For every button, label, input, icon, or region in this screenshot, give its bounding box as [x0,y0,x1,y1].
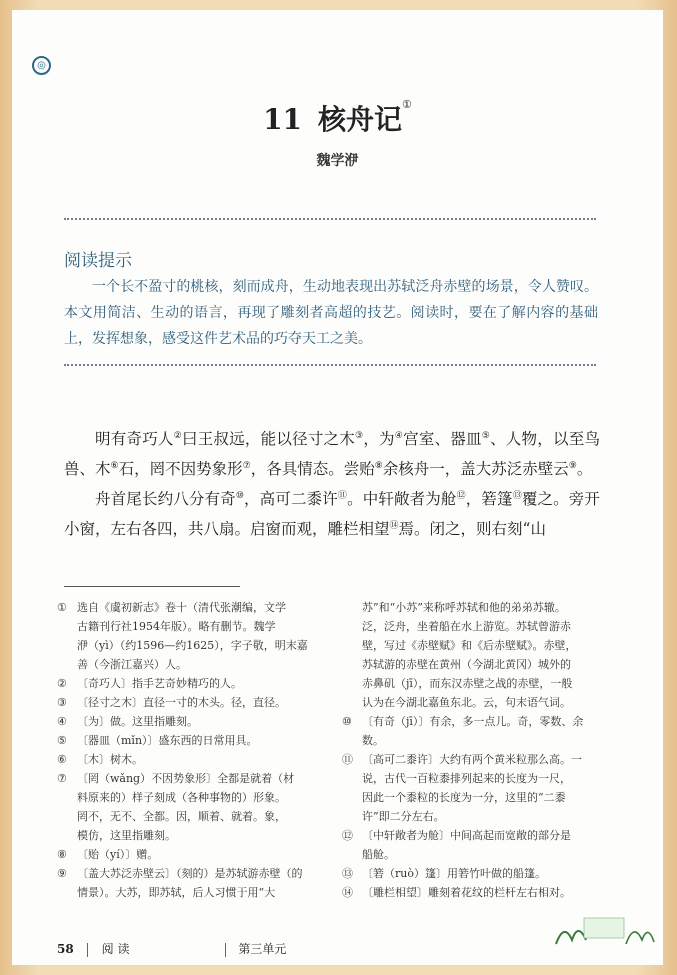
textbook-page [12,10,663,965]
text-run: 明有奇巧人 [95,430,174,449]
footnote-marker: ⑥ [110,461,119,472]
footnote-marker: ⑩ [235,491,245,502]
footnote-text: 古籍刊行社1954年版）。略有删节。魏学 [77,620,276,633]
footnote-text: 善（今浙江嘉兴）人。 [77,658,187,671]
footnote-text: 〔木〕树木。 [77,753,143,766]
audio-badge-icon[interactable]: ◎ [32,56,51,75]
footnote-line [57,883,327,902]
chapter-number: 11 [263,103,303,136]
footnote-marker: ④ [394,431,404,441]
title-footnote-marker: ① [402,98,412,111]
footnote-text: 〔箬（ruò）篷〕用箬竹叶做的船篷。 [362,867,546,880]
footnote-number: ⑫ [342,829,353,842]
footnote-text: 〔雕栏相望〕雕刻着花纹的栏杆左右相对。 [362,886,571,899]
footnote-text: 〔奇巧人〕指手艺奇妙精巧的人。 [77,677,242,690]
footnote-line [342,750,604,769]
text-run: 、人物，以至鸟兽、木 [64,430,600,479]
section-label: 阅 读 [101,942,130,956]
footnote-line [342,826,604,845]
footnote-text: 罔不，无不、全都。因，顺着、就着。象， [77,810,286,823]
footnote-line [57,655,327,674]
footnote-text: 〔盖大苏泛赤壁云〕（刻的）是苏轼游赤壁（的 [77,867,303,880]
footnote-text: 情景）。大苏，即苏轼，后人习惯于用“大 [77,886,276,899]
footnote-line [57,693,327,712]
text-run: ，箬篷 [465,490,513,509]
footnote-number: ⑬ [342,867,353,880]
footnote-rule [64,586,240,587]
divider-bottom [64,364,596,366]
footnote-text: 模仿，这里指雕刻。 [77,829,176,842]
text-run: ，高可二黍许 [244,490,338,509]
divider-top [64,218,596,220]
footnote-text: 苏”和“小苏”来称呼苏轼和他的弟弟苏辙。 [362,601,566,614]
footnote-text: 认为在今湖北嘉鱼东北。云，句末语气词。 [362,696,571,709]
footer-separator [225,943,226,957]
text-run: 。 [576,460,593,479]
page-number: 58 [57,942,74,956]
footnote-line [57,598,327,617]
footnote-line [342,769,604,788]
footnote-line [342,636,604,655]
watermark-logo-icon [548,904,656,954]
footnote-text: 〔器皿（mǐn）〕盛东西的日常用具。 [77,734,258,747]
footnote-line [57,617,327,636]
footnote-line [342,788,604,807]
footnote-line [57,788,327,807]
footnote-text: 壁，写过《赤壁赋》和《后赤壁赋》。赤壁， [362,639,577,652]
footnote-text: 赤鼻矶（jī），而东汉赤壁之战的赤壁，一般 [362,677,573,690]
footnote-marker: ⑭ [389,521,399,532]
text-run: 石，罔不因势象形 [118,460,243,479]
text-run: ，为 [363,430,395,449]
footnote-number: ③ [57,696,67,709]
footnote-line [57,769,327,788]
text-run: 曰王叔远，能以径寸之木 [181,430,356,449]
text-run: 覆之。旁开小窗，左右各四，共八扇。启窗而观，雕栏相望 [64,490,600,539]
lesson-title [12,98,663,138]
footnote-number: ④ [57,715,67,728]
footnote-number: ⑤ [57,734,67,747]
footnote-text: 〔径寸之木〕直径一寸的木头。径，直径。 [77,696,286,709]
footnote-text: 〔有奇（jī）〕有余，多一点儿。奇，零数、余数。 [362,715,584,747]
author-name: 魏学洢 [316,153,359,169]
main-text [64,423,600,544]
footnote-text: 泛，泛舟，坐着船在水上游览。苏轼曾游赤 [362,620,571,633]
paragraph-1 [64,423,600,483]
footnote-marker: ⑬ [512,491,522,502]
footnote-number: ⑥ [57,753,67,766]
footnote-line [57,636,327,655]
footnote-text: 船舱。 [362,848,395,861]
footnote-marker: ② [173,431,182,441]
footnote-line [342,712,604,750]
footnote-line [57,864,327,883]
footnote-line [342,883,604,902]
footnote-line [57,674,327,693]
footnote-line [342,655,604,674]
footnote-number: ⑭ [342,886,353,899]
footnote-number: ⑧ [57,848,67,861]
text-run: ，各具情态。尝贻 [250,460,375,479]
footnote-text: 因此一个黍粒的长度为一分，这里的“二黍 [362,791,566,804]
footnote-line [342,845,604,864]
footnote-text: 〔罔（wǎng）不因势象形〕全都是就着（材 [77,772,295,785]
title-text: 核舟记 [318,103,403,136]
footnote-line [342,807,604,826]
footnote-line [57,712,327,731]
footnote-text: 许”即二分左右。 [362,810,445,823]
footnote-number: ⑩ [342,715,352,728]
page-footer [57,940,286,957]
footnote-marker: ⑫ [456,491,466,502]
footnote-line [57,750,327,769]
reading-tips-heading: 阅读提示 [64,251,132,271]
footnote-marker: ⑦ [242,461,251,472]
footnote-marker: ⑤ [481,431,491,441]
footnote-text: 〔贻（yí）〕赠。 [77,848,159,861]
footnote-number: ① [57,601,67,614]
text-run: 舟首尾长约八分有奇 [95,490,236,509]
paragraph-2 [64,483,600,543]
footnotes-right [342,598,604,902]
footnote-marker: ⑧ [374,461,383,472]
text-run: 。中轩敞者为舱 [347,490,457,509]
footnote-line [342,598,604,617]
footnote-number: ⑪ [342,753,353,766]
footnote-line [57,731,327,750]
footnote-number: ⑨ [57,867,67,880]
footnotes-left [57,598,327,902]
footnote-text: 〔为〕做。这里指雕刻。 [77,715,198,728]
footnote-marker: ⑨ [568,461,577,472]
footnote-line [57,826,327,845]
footnote-text: 洢（yì）（约1596—约1625），字子敬，明末嘉 [77,639,308,652]
footnote-line [57,845,327,864]
footnote-text: 〔高可二黍许〕大约有两个黄米粒那么高。一 [362,753,582,766]
footnote-number: ② [57,677,67,690]
text-run: 余核舟一，盖大苏泛赤壁云 [382,460,569,479]
footnote-number: ⑦ [57,772,67,785]
footnote-text: 苏轼游的赤壁在黄州（今湖北黄冈）城外的 [362,658,571,671]
text-run: 焉。闭之，则右刻“山 [398,520,546,539]
footnote-line [342,864,604,883]
footnote-line [57,807,327,826]
footnote-text: 料原来的）样子刻成（各种事物的）形象。 [77,791,286,804]
footnote-text: 〔中轩敞者为舱〕中间高起而宽敞的部分是 [362,829,571,842]
unit-label: 第三单元 [238,942,287,956]
footnote-marker: ⑪ [337,491,348,502]
footnote-line [342,617,604,636]
reading-tips-text: 一个长不盈寸的桃核，刻而成舟，生动地表现出苏轼泛舟赤壁的场景，令人赞叹。本文用简洁、生动的语言，再现了雕刻者高超的技艺。阅读时，要在了解内容的基础上，发挥想象，感受这件艺术品的巧夺天工之美。 [64,279,598,347]
footnote-text: 说，古代一百粒黍排列起来的长度为一尺， [362,772,571,785]
footnote-text: 选自《虞初新志》卷十（清代张潮编，文学 [77,601,286,614]
footer-separator [87,943,88,957]
footnote-line [342,674,604,693]
footnote-line [342,693,604,712]
footnote-marker: ③ [355,431,364,441]
text-run: 宫室、器皿 [403,430,482,449]
